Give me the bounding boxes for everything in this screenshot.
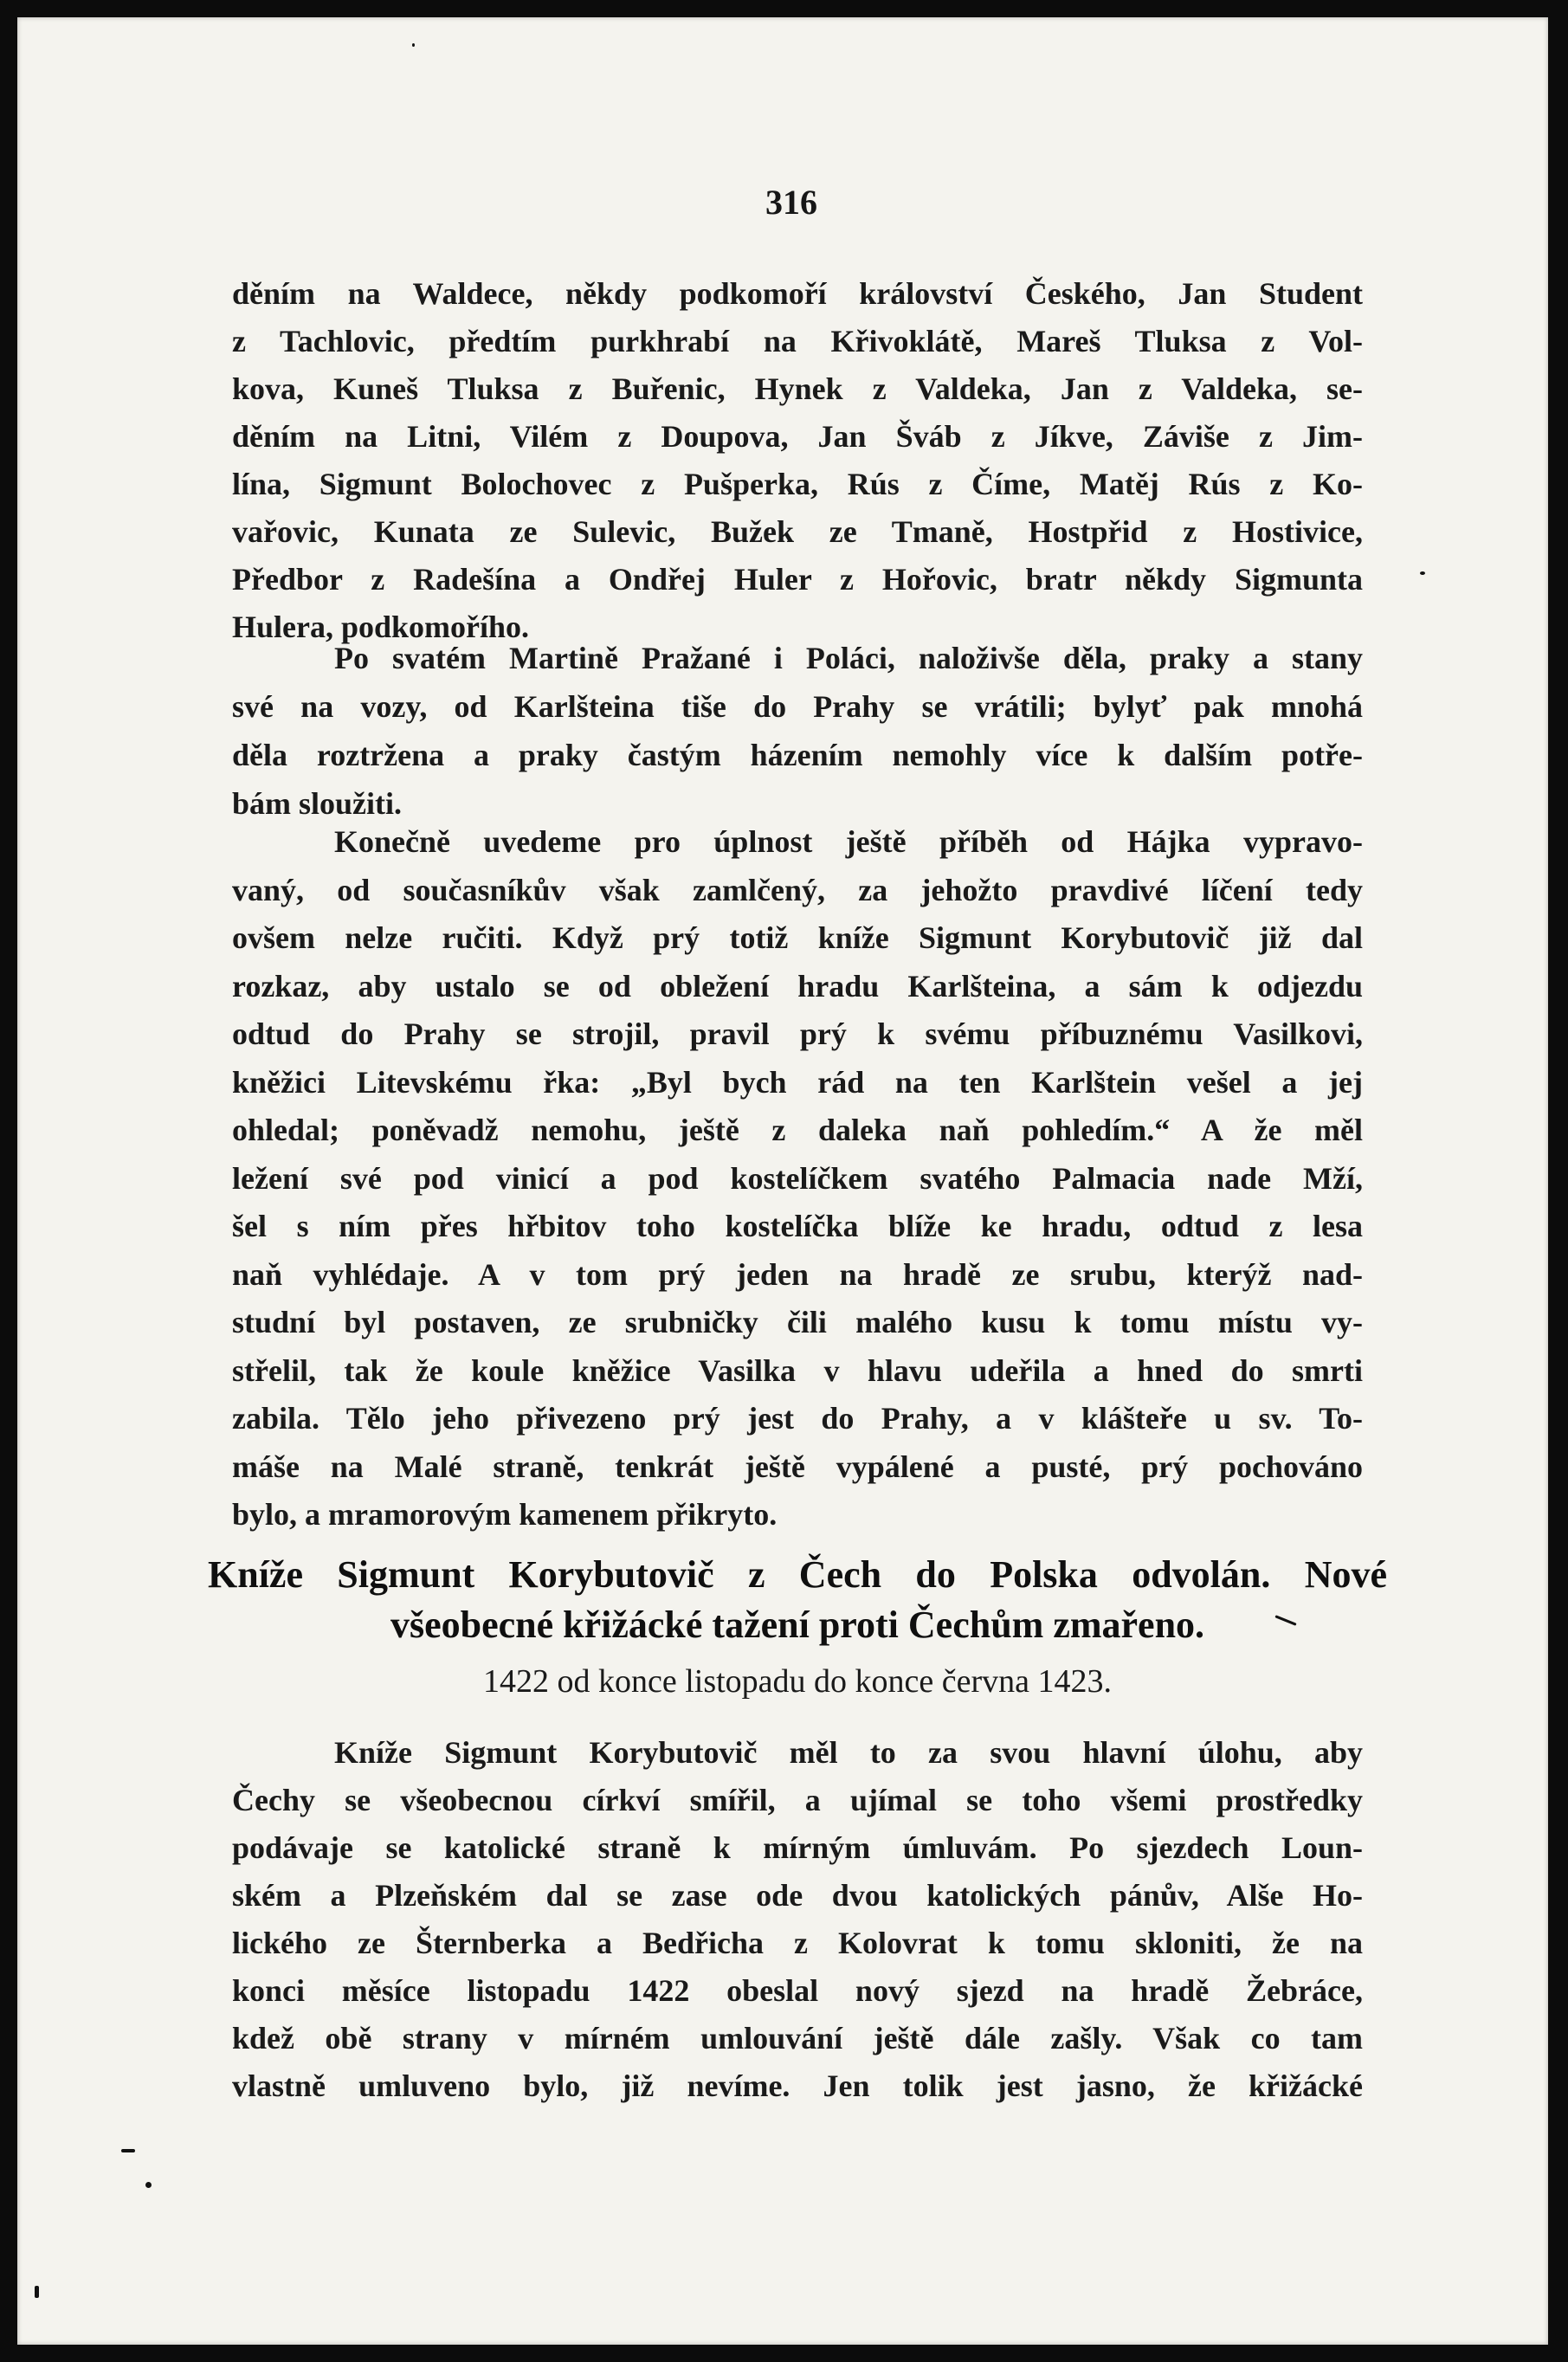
heading-line: Kníže Sigmunt Korybutovič z Čech do Polska odvolán. Nové	[208, 1553, 1387, 1596]
text-line: vařovic, Kunata ze Sulevic, Bužek ze Tmaně, Hostpřid z Hostivice,	[232, 514, 1363, 549]
text-line: odtud do Prahy se strojil, pravil prý k svému příbuznému Vasilkovi,	[232, 1016, 1363, 1051]
text-line: bám sloužiti.	[232, 786, 403, 821]
text-line: vaný, od současníkův však zamlčený, za jehožto pravdivé líčení tedy	[232, 872, 1363, 907]
text-line: studní byl postaven, ze srubničky čili malého kusu k tomu místu vy-	[232, 1305, 1363, 1339]
text-line: podávaje se katolické straně k mírným úmluvám. Po sjezdech Loun-	[232, 1830, 1363, 1865]
text-line: Hulera, podkomořího.	[232, 610, 530, 644]
text-line: konci měsíce listopadu 1422 obeslal nový sjezd na hradě Žebráce,	[232, 1973, 1363, 2008]
text-line: Předbor z Radešína a Ondřej Huler z Hořovic, bratr někdy Sigmunta	[232, 562, 1363, 597]
text-line: kněžici Litevskému řka: „Byl bych rád na ten Karlštein vešel a jej	[232, 1064, 1363, 1100]
text-line: z Tachlovic, předtím purkhrabí na Křivoklátě, Mareš Tluksa z Vol-	[232, 324, 1363, 358]
text-line: lína, Sigmunt Bolochovec z Pušperka, Rús z Číme, Matěj Rús z Ko-	[232, 467, 1363, 501]
text-line: naň vyhlédaje. A v tom prý jeden na hradě ze srubu, kterýž nad-	[232, 1256, 1363, 1292]
text-line: šel s ním přes hřbitov toho kostelíčka blíže ke hradu, odtud z lesa	[232, 1209, 1363, 1243]
paragraph-martin	[232, 634, 1363, 828]
ink-speck	[121, 2149, 135, 2152]
text-line: zabila. Tělo jeho přivezeno prý jest do Prahy, a v klášteře u sv. To-	[232, 1401, 1363, 1436]
section-date-range: 1422 od konce listopadu do konce června 1423.	[482, 1663, 1113, 1700]
ink-speck	[35, 2286, 39, 2298]
text-line: kdež obě strany v mírném umlouvání ještě dále zašly. Však co tam	[232, 2021, 1363, 2055]
text-line: střelil, tak že koule kněžice Vasilka v hlavu udeřila a hned do smrti	[232, 1352, 1363, 1388]
text-line: děním na Litni, Vilém z Doupova, Jan Šváb z Jíkve, Záviše z Jim-	[232, 419, 1363, 454]
text-line: děním na Waldece, někdy podkomoří království Českého, Jan Student	[232, 276, 1363, 311]
text-line: Kníže Sigmunt Korybutovič měl to za svou hlavní úlohu, aby	[334, 1735, 1363, 1770]
text-line: ském a Plzeňském dal se zase ode dvou katolických pánův, Alše Ho-	[232, 1878, 1363, 1913]
document-page	[17, 17, 1548, 2345]
paragraph-korybutovic	[232, 1729, 1363, 2110]
text-line: bylo, a mramorovým kamenem přikryto.	[232, 1497, 778, 1532]
paragraph-continuation	[232, 270, 1363, 651]
text-line: ovšem nelze ručiti. Když prý totiž kníže Sigmunt Korybutovič již dal	[232, 920, 1363, 955]
text-line: Čechy se všeobecnou církví smířil, a ujímal se toho všemi prostředky	[232, 1783, 1363, 1817]
ink-speck	[145, 2182, 152, 2188]
text-line: Po svatém Martině Pražané i Poláci, naloživše děla, praky a stany	[334, 641, 1363, 675]
ink-speck	[1420, 571, 1425, 575]
page-number: 316	[765, 183, 817, 222]
text-line: Konečně uvedeme pro úplnost ještě příběh od Hájka vypravo-	[334, 824, 1363, 859]
heading-line: všeobecné křižácké tažení proti Čechům zmařeno.	[390, 1604, 1205, 1646]
text-line: kova, Kuneš Tluksa z Buřenic, Hynek z Valdeka, Jan z Valdeka, se-	[232, 371, 1363, 406]
text-line: své na vozy, od Karlšteina tiše do Prahy se vrátili; bylyť pak mnohá	[232, 689, 1363, 724]
section-heading	[208, 1550, 1387, 1650]
text-line: ležení své pod vinicí a pod kostelíčkem svatého Palmacia nade Mží,	[232, 1160, 1363, 1196]
ink-speck	[412, 43, 415, 47]
paragraph-hajek-story	[232, 818, 1363, 1539]
text-line: děla roztržena a praky častým házením nemohly více k dalším potře-	[232, 738, 1363, 772]
text-line: vlastně umluveno bylo, již nevíme. Jen tolik jest jasno, že křižácké	[232, 2068, 1363, 2103]
text-line: lického ze Šternberka a Bedřicha z Kolovrat k tomu skloniti, že na	[232, 1926, 1363, 1960]
text-line: ohledal; poněvadž nemohu, ještě z daleka naň pohledím.“ A že měl	[232, 1113, 1363, 1147]
text-line: rozkaz, aby ustalo se od obležení hradu Karlšteina, a sám k odjezdu	[232, 968, 1363, 1004]
text-line: máše na Malé straně, tenkrát ještě vypálené a pusté, prý pochováno	[232, 1449, 1363, 1484]
